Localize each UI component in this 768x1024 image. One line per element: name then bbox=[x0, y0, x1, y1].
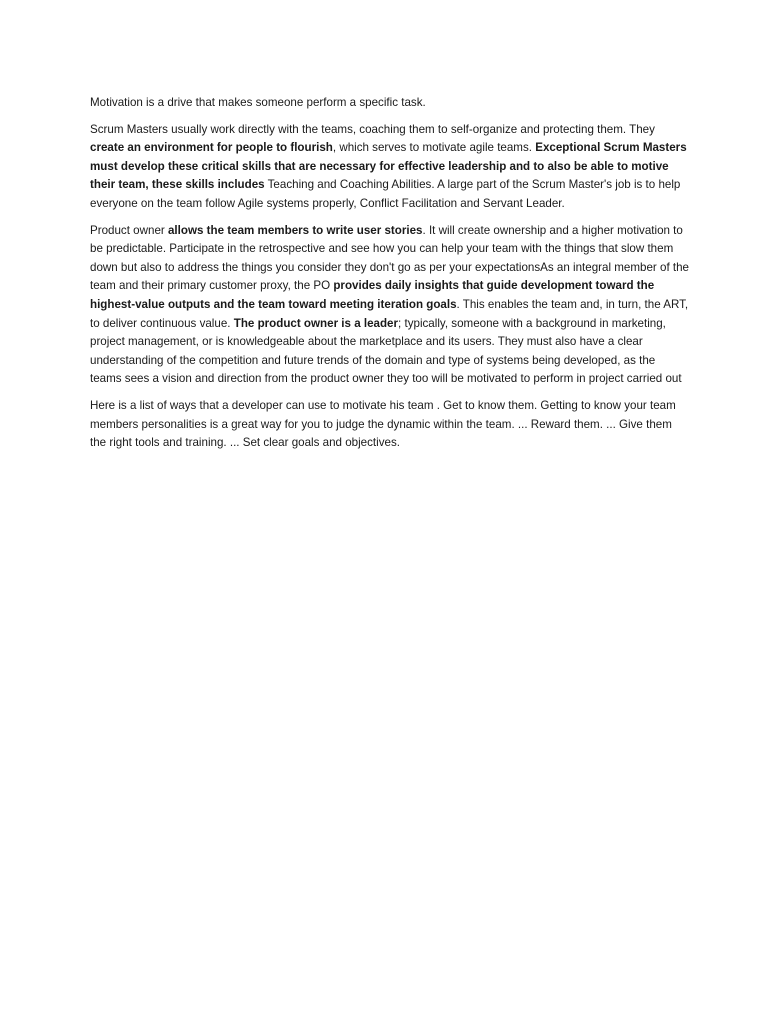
paragraph-scrum-masters bbox=[90, 121, 690, 214]
bold-text-run: Exceptional Scrum Masters must develop these critical skills that are necessary for effective leadership and to also be able to motive their team, these skills includes bbox=[90, 141, 687, 192]
paragraph-motivation-definition bbox=[90, 94, 690, 113]
text-run: Teaching and Coaching Abilities. A large part of the Scrum Master's job is to help everyone on the team follow Agile systems properly, Conflict Facilitation and Servant Leader. bbox=[90, 178, 681, 210]
text-run: . This enables the team and, in turn, the ART, to deliver continuous value. bbox=[90, 297, 689, 330]
paragraph-text: Here is a list of ways that a developer can use to motivate his team . Get to know them. Getting to know your team members personalities is a great way for you to judge the dynamic within the team. ... Reward them. ... Give them the right tools and training. ... Set clear goals and objectives. bbox=[90, 398, 676, 450]
paragraph-product-owner bbox=[90, 222, 690, 389]
text-run: , which serves to motivate agile teams. bbox=[332, 141, 536, 155]
paragraph-developer-ways bbox=[90, 397, 690, 453]
text-run: Product owner bbox=[90, 223, 168, 237]
paragraph-text: Motivation is a drive that makes someone perform a specific task. bbox=[90, 96, 426, 109]
bold-text-run: create an environment for people to flourish bbox=[90, 141, 333, 155]
bold-text-run: allows the team members to write user stories bbox=[167, 223, 423, 237]
text-run: Scrum Masters usually work directly with the teams, coaching them to self-organize and protecting them. They bbox=[90, 122, 655, 136]
bold-text-run: provides daily insights that guide development toward the highest-value outputs and the team toward meeting iteration goals bbox=[90, 279, 655, 311]
text-run: ; typically, someone with a background in marketing, project management, or is knowledgeable about the marketplace and its users. They must also have a clear understanding of the competition and future trends of the domain and type of systems being developed, as the teams sees a vision and direction from the product owner they too will be motivated to perform in project carried out bbox=[90, 316, 682, 386]
text-run: . It will create ownership and a higher motivation to be predictable. Participate in the retrospective and see how you can help your team with the things that slow them down but also to address the things you consider they don't go as per your expectationsAs an integral member of the team and their primary customer proxy, the PO bbox=[90, 223, 690, 293]
document-body bbox=[90, 94, 690, 461]
bold-text-run: The product owner is a leader bbox=[233, 316, 399, 330]
